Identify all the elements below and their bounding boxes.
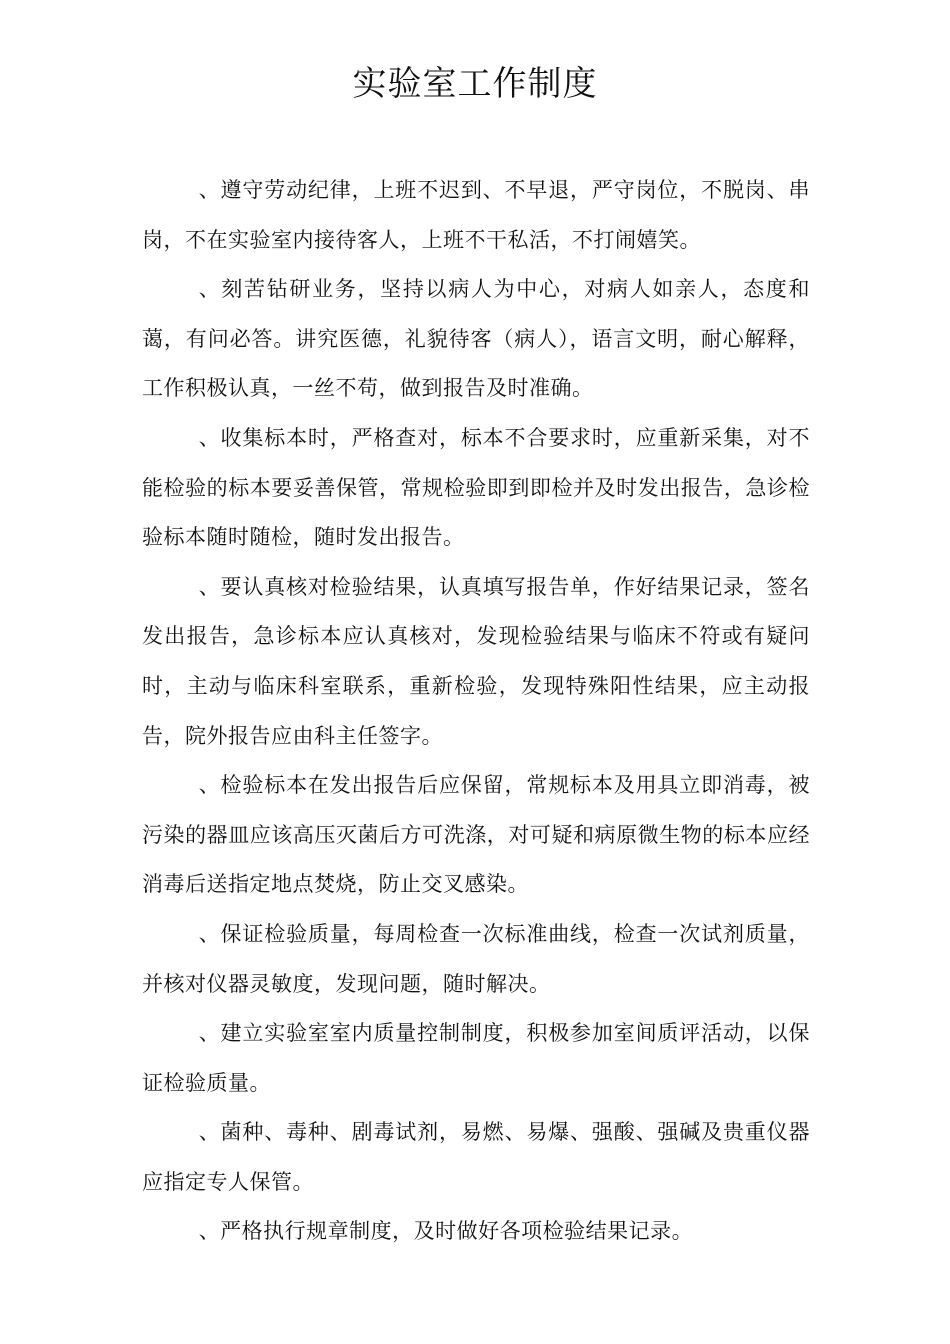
rule-paragraph-7: 、建立实验室室内质量控制制度，积极参加室间质评活动，以保证检验质量。	[142, 1021, 810, 1095]
rule-paragraph-6: 、保证检验质量，每周检查一次标准曲线，检查一次试剂质量，并核对仪器灵敏度，发现问题，随时解决。	[142, 921, 810, 996]
document-title: 实验室工作制度	[352, 64, 598, 104]
rule-paragraph-3: 、收集标本时，严格查对，标本不合要求时，应重新采集，对不能检验的标本要妥善保管，常规检验即到即检并及时发出报告，急诊检验标本随时随检，随时发出报告。	[142, 425, 810, 550]
rule-paragraph-5: 、检验标本在发出报告后应保留，常规标本及用具立即消毒，被污染的器皿应该高压灭菌后方可洗涤，对可疑和病原微生物的标本应经消毒后送指定地点焚烧，防止交叉感染。	[142, 773, 810, 897]
rule-paragraph-9: 、严格执行规章制度，及时做好各项检验结果记录。	[198, 1219, 694, 1244]
rule-paragraph-8: 、菌种、毒种、剧毒试剂，易燃、易爆、强酸、强碱及贵重仪器应指定专人保管。	[142, 1120, 810, 1194]
rule-paragraph-2: 、刻苦钻研业务，坚持以病人为中心，对病人如亲人，态度和蔼，有问必答。讲究医德，礼貌待客（病人），语言文明，耐心解释，工作积极认真，一丝不苟，做到报告及时准确。	[142, 277, 810, 401]
rule-paragraph-1: 、遵守劳动纪律，上班不迟到、不早退，严守岗位，不脱岗、串岗，不在实验室内接待客人，上班不干私活，不打闹嬉笑。	[142, 178, 810, 252]
document-body	[142, 166, 810, 1257]
rule-paragraph-4: 、要认真核对检验结果，认真填写报告单，作好结果记录，签名发出报告，急诊标本应认真核对，发现检验结果与临床不符或有疑问时，主动与临床科室联系，重新检验，发现特殊阳性结果，应主动报告，院外报告应由科主任签字。	[142, 574, 810, 748]
